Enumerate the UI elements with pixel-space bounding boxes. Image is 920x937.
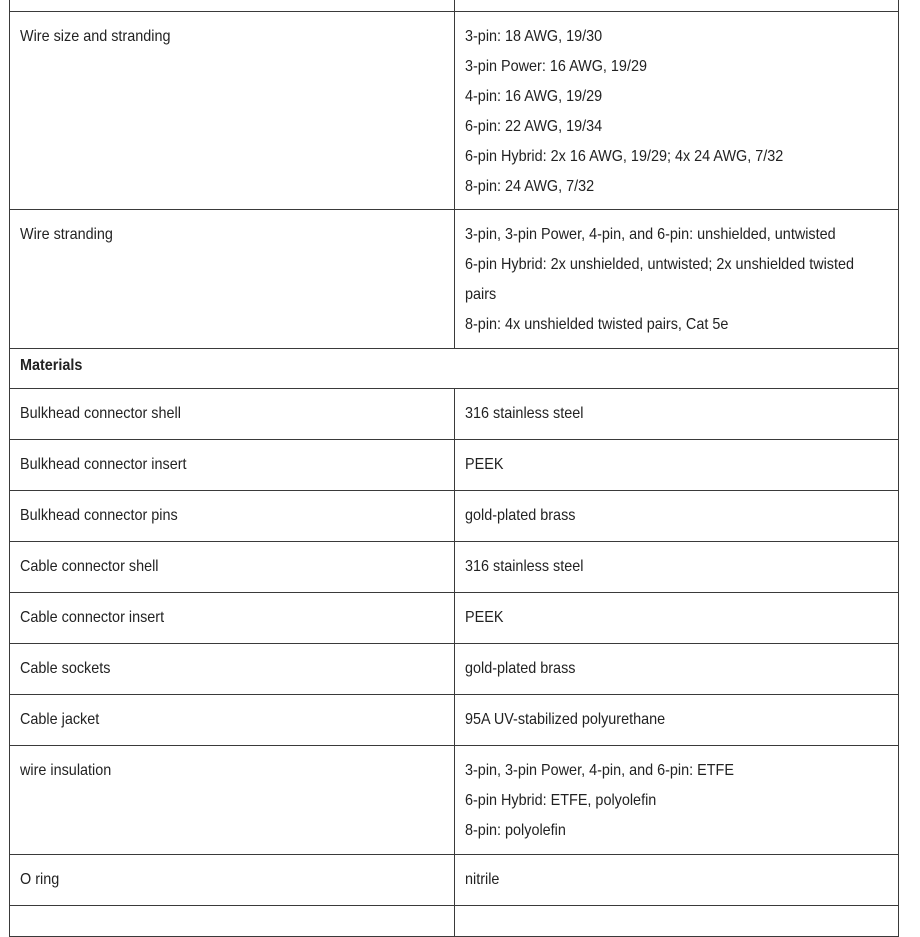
table-row: [10, 542, 899, 593]
wire-size-values: [455, 12, 899, 210]
row-label: Bulkhead connector pins: [20, 507, 178, 524]
wire-insulation-value: 8-pin: polyolefin: [465, 822, 566, 839]
table-row: [10, 440, 899, 491]
row-value: 316 stainless steel: [465, 558, 584, 575]
wire-stranding-value: 6-pin Hybrid: 2x unshielded, untwisted; 2x unshielded twisted: [465, 256, 855, 273]
wire-size-value: 6-pin: 22 AWG, 19/34: [465, 118, 603, 135]
row-value: gold-plated brass: [465, 660, 576, 677]
row-label: Cable connector insert: [20, 609, 165, 626]
wire-insulation-value: 6-pin Hybrid: ETFE, polyolefin: [465, 792, 657, 809]
wire-size-value: 4-pin: 16 AWG, 19/29: [465, 88, 603, 105]
table-row: [10, 644, 899, 695]
table-row-materials-heading: [10, 349, 899, 389]
materials-heading: Materials: [20, 357, 83, 374]
wire-stranding-value: pairs: [465, 286, 497, 303]
table-cell-empty: [10, 0, 455, 12]
row-label: Cable jacket: [20, 711, 100, 728]
wire-stranding-value: 8-pin: 4x unshielded twisted pairs, Cat 5e: [465, 316, 729, 333]
table-row-wire-insulation: [10, 746, 899, 855]
table-row-bottom-partial: [10, 906, 899, 937]
wire-stranding-label: Wire stranding: [10, 210, 455, 349]
row-label: O ring: [20, 871, 60, 888]
row-label: Cable sockets: [20, 660, 111, 677]
section-heading: [10, 349, 899, 389]
table-cell-empty: [455, 0, 899, 12]
table-row-wire-stranding: [10, 210, 899, 349]
row-value: 95A UV-stabilized polyurethane: [465, 711, 666, 728]
row-label: Cable connector shell: [20, 558, 159, 575]
table-row-o-ring: [10, 855, 899, 906]
wire-insulation-value: 3-pin, 3-pin Power, 4-pin, and 6-pin: ETFE: [465, 762, 734, 779]
wire-size-label: Wire size and stranding: [10, 12, 455, 210]
specifications-table: [9, 0, 899, 937]
wire-size-value: 3-pin: 18 AWG, 19/30: [465, 28, 603, 45]
table-row-top-partial: [10, 0, 899, 12]
wire-stranding-values: [455, 210, 899, 349]
row-value: PEEK: [465, 609, 504, 626]
table-row-wire-size: [10, 12, 899, 210]
spec-sheet: [9, 0, 899, 920]
wire-size-value: 8-pin: 24 AWG, 7/32: [465, 178, 595, 195]
wire-size-value: 6-pin Hybrid: 2x 16 AWG, 19/29; 4x 24 AWG, 7/32: [465, 148, 784, 165]
row-value: PEEK: [465, 456, 504, 473]
table-row: [10, 491, 899, 542]
row-label: Bulkhead connector insert: [20, 456, 187, 473]
wire-size-value: 3-pin Power: 16 AWG, 19/29: [465, 58, 647, 75]
row-value: gold-plated brass: [465, 507, 576, 524]
table-row: [10, 593, 899, 644]
row-label: Bulkhead connector shell: [20, 405, 181, 422]
table-row: [10, 389, 899, 440]
row-label: wire insulation: [20, 762, 112, 779]
wire-stranding-value: 3-pin, 3-pin Power, 4-pin, and 6-pin: unshielded, untwisted: [465, 226, 836, 243]
row-value: nitrile: [465, 871, 500, 888]
row-value: 316 stainless steel: [465, 405, 584, 422]
table-row: [10, 695, 899, 746]
